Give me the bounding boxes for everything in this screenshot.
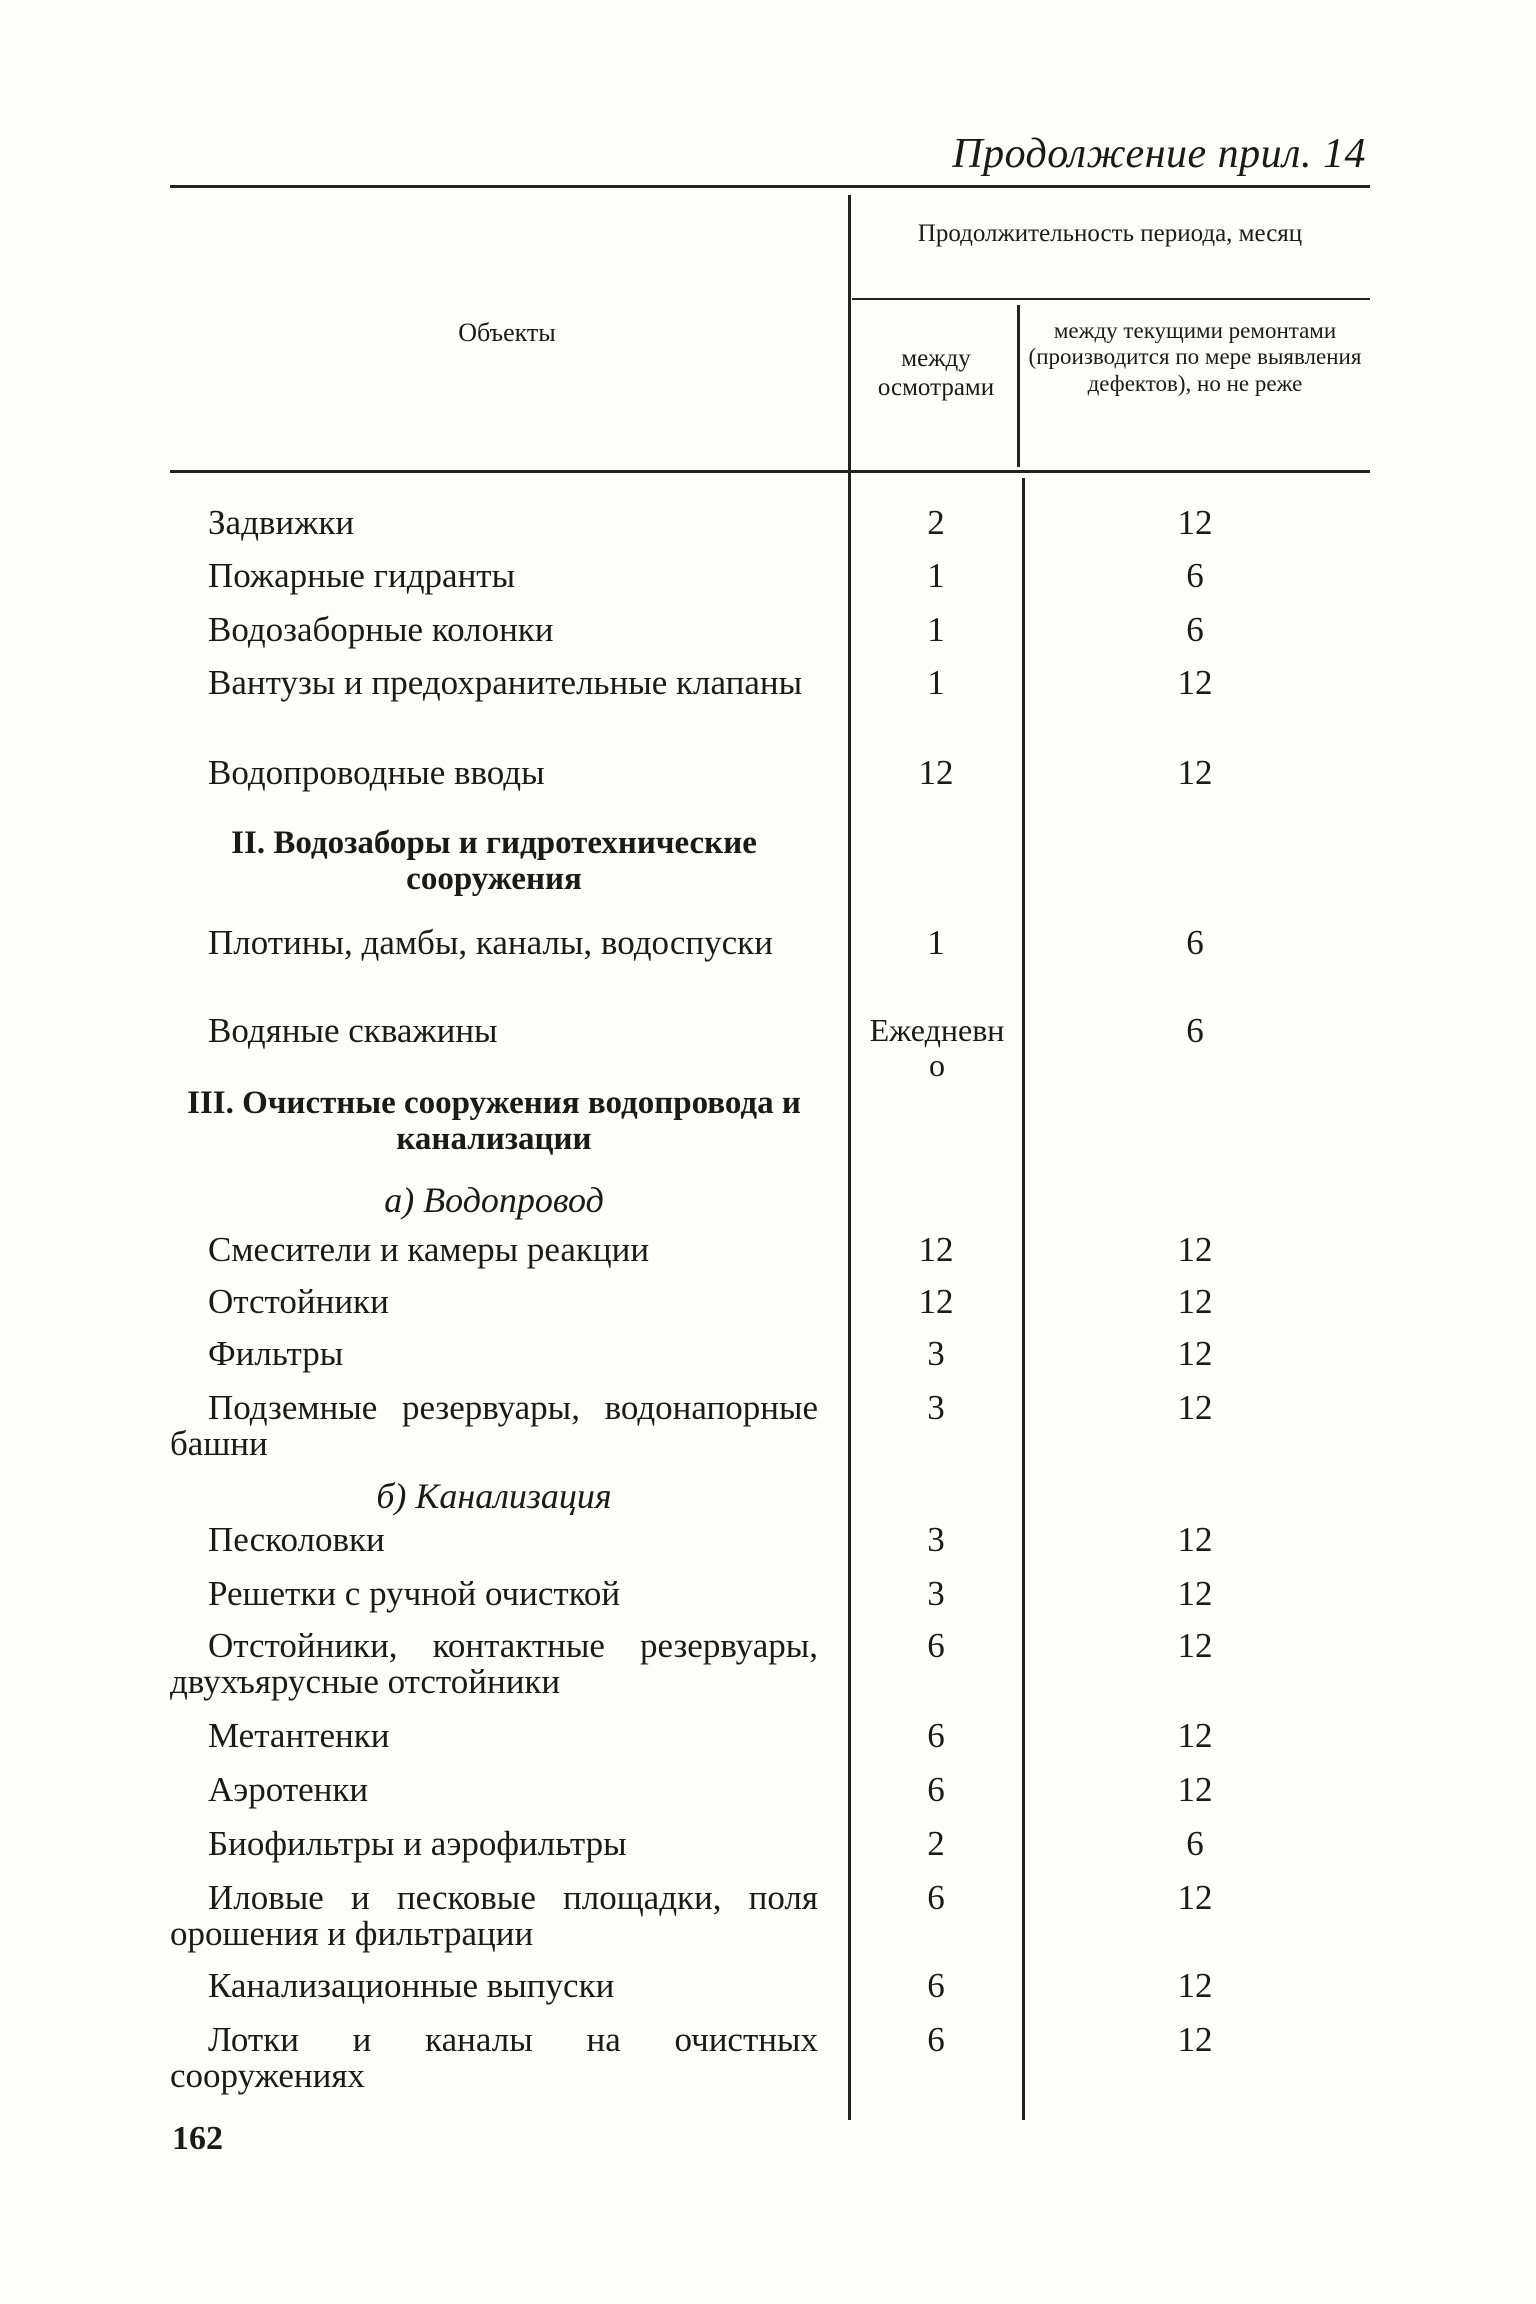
table-row-name: Водопроводные вводы — [208, 753, 545, 792]
repairs-value: 12 — [1177, 1574, 1213, 1613]
table-row-name: Канализационные выпуски — [208, 1966, 615, 2005]
section-heading: III. Очистные сооружения водопровода и канализации — [187, 1085, 801, 1157]
inspections-value: 3 — [927, 1388, 945, 1427]
inspections-value: 1 — [927, 923, 945, 962]
repairs-value: 12 — [1177, 1520, 1213, 1559]
table-row-name: Аэротенки — [208, 1770, 369, 1809]
page-number: 162 — [172, 2120, 223, 2157]
running-title: Продолжение прил. 14 — [952, 131, 1366, 177]
repairs-value: 12 — [1177, 503, 1213, 542]
inspections-value: Ежедневно — [869, 1012, 1005, 1083]
table-row-name: Песколовки — [208, 1520, 385, 1559]
inspections-value: 3 — [927, 1334, 945, 1373]
repairs-value: 12 — [1177, 753, 1213, 792]
repairs-value: 6 — [1186, 610, 1204, 649]
table-row-name: Смесители и камеры реакции — [208, 1230, 650, 1269]
table-row-name: Водяные скважины — [208, 1011, 498, 1050]
table-row-name: Вантузы и предохранительные клапаны — [208, 663, 803, 702]
inspections-value: 12 — [918, 753, 954, 792]
table-row-name: Задвижки — [208, 503, 355, 542]
table-row-name: Отстойники, контактные резервуары, двухъярусные отстойники — [170, 1626, 818, 1701]
repairs-value: 12 — [1177, 1282, 1213, 1321]
period-column-header: Продолжительность периода, месяц — [917, 220, 1303, 247]
inspections-value: 12 — [918, 1230, 954, 1269]
repairs-value: 12 — [1177, 1966, 1213, 2005]
repairs-value: 6 — [1186, 1011, 1204, 1050]
inspections-column-header: между осмотрами — [877, 345, 995, 401]
repairs-value: 12 — [1177, 1334, 1213, 1373]
inspections-value: 1 — [927, 556, 945, 595]
section-heading: II. Водозаборы и гидротехнические сооружения — [231, 825, 757, 897]
table-row-name: Иловые и песковые площадки, поля орошения и фильтрации — [170, 1878, 818, 1953]
inspections-value: 1 — [927, 610, 945, 649]
repairs-value: 12 — [1177, 663, 1213, 702]
table-row-name: Пожарные гидранты — [208, 556, 516, 595]
repairs-value: 12 — [1177, 1230, 1213, 1269]
repairs-value: 6 — [1186, 556, 1204, 595]
inspections-value: 3 — [927, 1574, 945, 1613]
inspections-value: 6 — [927, 1966, 945, 2005]
repairs-value: 12 — [1177, 1716, 1213, 1755]
subsection-heading: б) Канализация — [376, 1476, 612, 1516]
table-row-name: Плотины, дамбы, каналы, водоспуски — [208, 923, 773, 962]
repairs-value: 12 — [1177, 2020, 1213, 2059]
subsection-heading: а) Водопровод — [384, 1180, 604, 1220]
repairs-value: 12 — [1177, 1878, 1213, 1917]
table-row-name: Водозаборные колонки — [208, 610, 554, 649]
inspections-value: 2 — [927, 503, 945, 542]
inspections-value: 6 — [927, 1770, 945, 1809]
table-row-name: Отстойники — [208, 1282, 389, 1321]
table-row-name: Метантенки — [208, 1716, 390, 1755]
table-row-name: Решетки с ручной очисткой — [208, 1574, 621, 1613]
inspections-value: 2 — [927, 1824, 945, 1863]
repairs-value: 12 — [1177, 1626, 1213, 1665]
repairs-column-header: между текущими ремонтами (производится по мере выявления дефектов), но не реже — [1028, 318, 1362, 396]
inspections-value: 6 — [927, 1878, 945, 1917]
table-row-name: Подземные резервуары, водонапорные башни — [170, 1388, 818, 1463]
repairs-value: 6 — [1186, 1824, 1204, 1863]
inspections-value: 3 — [927, 1520, 945, 1559]
inspections-value: 12 — [918, 1282, 954, 1321]
inspections-value: 6 — [927, 2020, 945, 2059]
inspections-value: 1 — [927, 663, 945, 702]
table-row-name: Фильтры — [208, 1334, 344, 1373]
repairs-value: 12 — [1177, 1388, 1213, 1427]
objects-column-header: Объекты — [458, 318, 556, 347]
inspections-value: 6 — [927, 1716, 945, 1755]
repairs-value: 12 — [1177, 1770, 1213, 1809]
table-row-name: Лотки и каналы на очистных сооружениях — [170, 2020, 818, 2095]
repairs-value: 6 — [1186, 923, 1204, 962]
inspections-value: 6 — [927, 1626, 945, 1665]
table-row-name: Биофильтры и аэрофильтры — [208, 1824, 627, 1863]
